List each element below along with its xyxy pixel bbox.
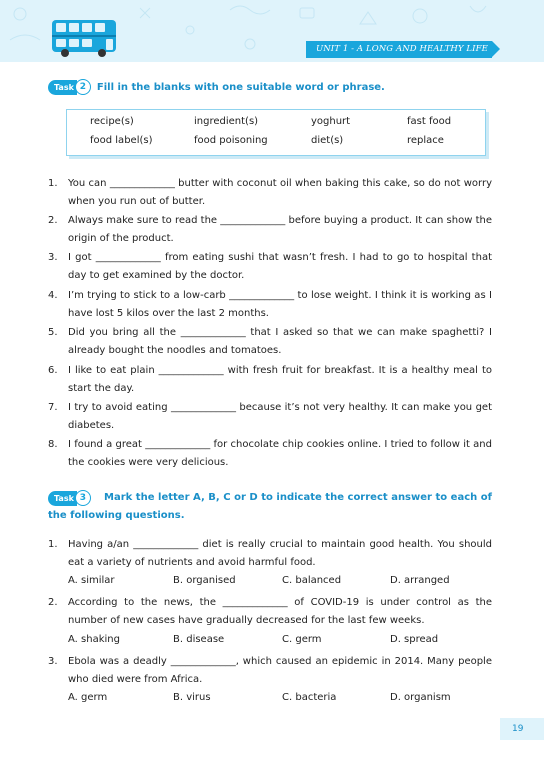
page-number: 19 bbox=[500, 718, 544, 740]
unit-title-banner: UNIT 1 - A LONG AND HEALTHY LIFE bbox=[306, 41, 492, 58]
task2-question: 4. I’m trying to stick to a low-carb _____________ to lose weight. I think it is working as I have lost 5 kilos over the last 2 months. bbox=[48, 290, 492, 319]
option-c[interactable]: C. balanced bbox=[282, 575, 342, 586]
task2-instruction: Fill in the blanks with one suitable word or phrase. bbox=[96, 81, 385, 93]
option-d[interactable]: D. spread bbox=[390, 634, 439, 645]
task2-question: 8. I found a great _____________ for chocolate chip cookies online. I tried to follow it and the cookies were very delicious. bbox=[48, 439, 492, 468]
word-bank-item: yoghurt bbox=[311, 116, 351, 127]
option-d[interactable]: D. organism bbox=[390, 692, 451, 703]
option-a[interactable]: A. germ bbox=[68, 692, 108, 703]
task3-badge: Task bbox=[48, 491, 77, 506]
task2-badge: Task bbox=[48, 80, 77, 95]
task2-question: 5. Did you bring all the _____________ that I asked so that we can make spaghetti? I already bought the noodles and tomatoes. bbox=[48, 327, 492, 356]
task2-question: 7. I try to avoid eating _____________ because it’s not very healthy. It can make you get diabetes. bbox=[48, 402, 492, 431]
word-bank-item: replace bbox=[407, 135, 444, 146]
word-bank-item: fast food bbox=[407, 116, 452, 127]
page-header bbox=[0, 0, 544, 62]
task3-question: 2. According to the news, the _____________ of COVID-19 is under control as the number of new cases have gradually decreased for the last few weeks. bbox=[48, 597, 492, 626]
task3-number: 3 bbox=[75, 490, 91, 506]
option-b[interactable]: B. virus bbox=[173, 692, 211, 703]
task2-question: 2. Always make sure to read the _____________ before buying a product. It can show the origin of the product. bbox=[48, 215, 492, 244]
word-bank-item: food label(s) bbox=[90, 135, 153, 146]
option-a[interactable]: A. similar bbox=[68, 575, 115, 586]
word-bank-item: recipe(s) bbox=[90, 116, 134, 127]
task3-instruction: Mark the letter A, B, C or D to indicate the correct answer to each of the following questions. bbox=[48, 492, 492, 521]
task2-number: 2 bbox=[75, 79, 91, 95]
option-c[interactable]: C. germ bbox=[282, 634, 322, 645]
task3-question: 1. Having a/an _____________ diet is really crucial to maintain good health. You should eat a variety of nutrients and avoid harmful food. bbox=[48, 539, 492, 568]
task3-question: 3. Ebola was a deadly _____________, which caused an epidemic in 2014. Many people who died were from Africa. bbox=[48, 656, 492, 685]
double-decker-bus-icon bbox=[50, 18, 120, 58]
option-a[interactable]: A. shaking bbox=[68, 634, 120, 645]
word-bank-box bbox=[66, 109, 486, 156]
task2-heading bbox=[48, 79, 385, 95]
word-bank-item: diet(s) bbox=[311, 135, 344, 146]
task2-question: 6. I like to eat plain _____________ with fresh fruit for breakfast. It is a healthy meal to start the day. bbox=[48, 365, 492, 394]
task2-question: 1. You can _____________ butter with coconut oil when baking this cake, so do not worry when you run out of butter. bbox=[48, 178, 492, 207]
option-c[interactable]: C. bacteria bbox=[282, 692, 337, 703]
task2-question: 3. I got _____________ from eating sushi that wasn’t fresh. I had to go to hospital that day to get examined by the doctor. bbox=[48, 252, 492, 281]
word-bank-item: ingredient(s) bbox=[194, 116, 259, 127]
option-b[interactable]: B. disease bbox=[173, 634, 225, 645]
option-b[interactable]: B. organised bbox=[173, 575, 236, 586]
option-d[interactable]: D. arranged bbox=[390, 575, 450, 586]
word-bank-item: food poisoning bbox=[194, 135, 268, 146]
